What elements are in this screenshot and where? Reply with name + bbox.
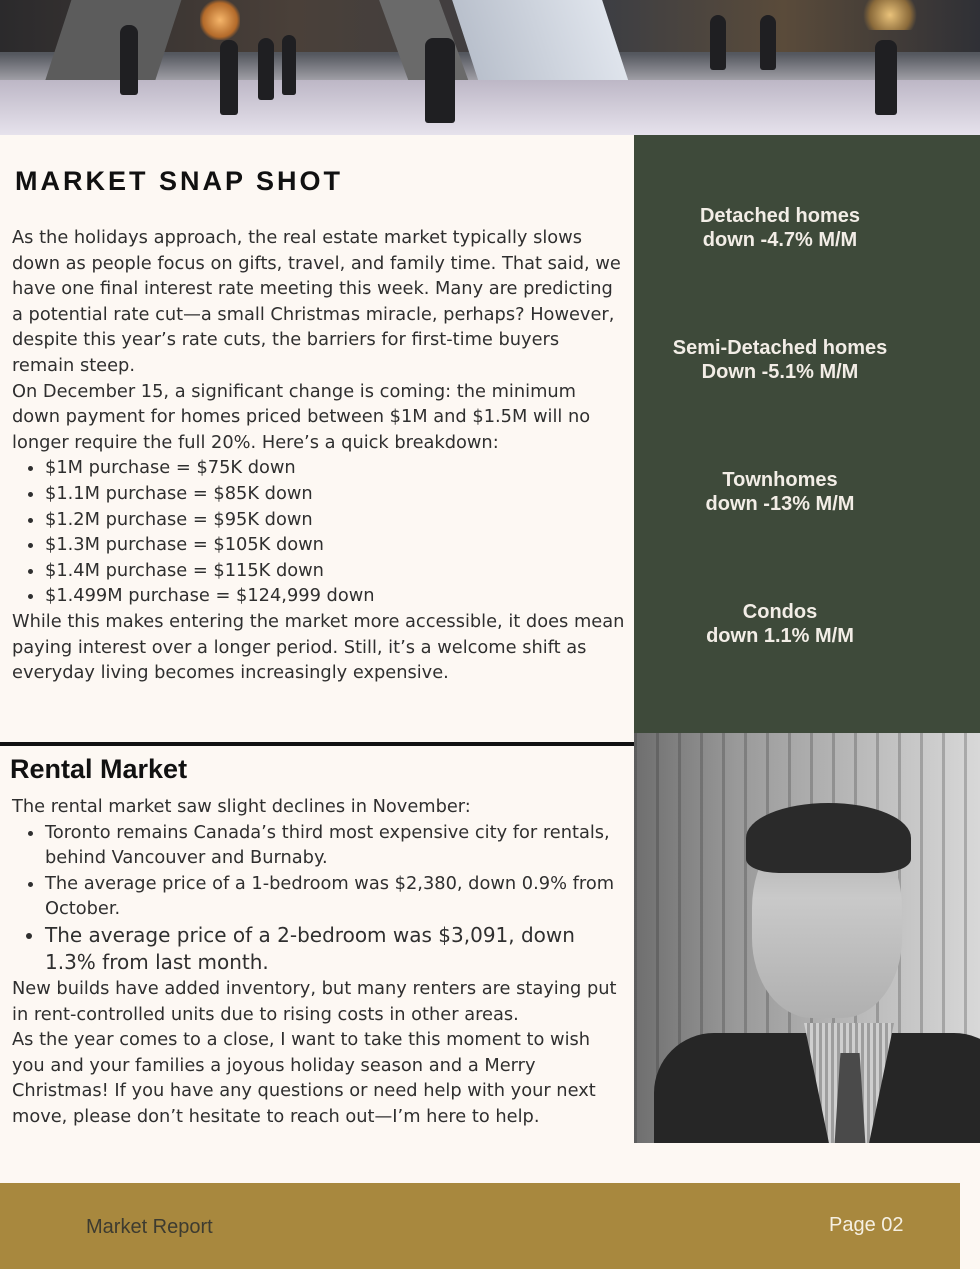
stat-label: Townhomes: [722, 469, 838, 491]
list-item: • Toronto remains Canada’s third most expensive city for rentals, behind Vancouver and Burnaby.: [45, 820, 627, 871]
stat-change: Down -5.1% M/M: [701, 361, 859, 383]
stat-label: Condos: [742, 601, 818, 623]
page-number: Page 02: [829, 1214, 904, 1236]
stat-label: Detached homes: [699, 205, 861, 227]
rental-market-body: [12, 794, 627, 1130]
snapshot-change: On December 15, a significant change is coming: the minimum down payment for homes priced between $1M and $1.5M will no longer require the full 20%. Here’s a quick breakdown:: [12, 380, 591, 453]
section-divider: [0, 742, 634, 746]
down-payment-list: [12, 455, 627, 609]
rental-inventory: New builds have added inventory, but many renters are staying put in rent-controlled units due to rising costs in other areas.: [12, 977, 617, 1025]
stat-semi-detached: [590, 336, 970, 384]
rental-list: [12, 820, 627, 976]
section-title-market-snapshot: MARKET SNAP SHOT: [15, 166, 344, 196]
list-item: • The average price of a 1-bedroom was $2,380, down 0.9% from October.: [45, 871, 627, 922]
list-item: • $1M purchase = $75K down: [45, 455, 627, 481]
stat-change: down -4.7% M/M: [702, 229, 858, 251]
market-snapshot-body: [12, 225, 627, 686]
snapshot-intro: As the holidays approach, the real estate market typically slows down as people focus on gifts, travel, and family time. That said, we have one final interest rate meeting this week. Many are predicting a potential rate cut—a small Christmas miracle, perhaps? However, despite this year’s rate cuts, the barriers for first-time buyers remain steep.: [12, 227, 621, 376]
list-item: • $1.4M purchase = $115K down: [45, 558, 627, 584]
list-item: • $1.2M purchase = $95K down: [45, 507, 627, 533]
stat-detached: [590, 204, 970, 252]
stat-condos: [590, 600, 970, 648]
footer-report-label: Market Report: [86, 1216, 213, 1238]
agent-portrait-photo: [634, 733, 980, 1143]
list-item: • $1.1M purchase = $85K down: [45, 481, 627, 507]
stat-change: down 1.1% M/M: [706, 625, 854, 647]
stat-change: down -13% M/M: [705, 493, 855, 515]
hero-skating-photo: [0, 0, 980, 135]
market-stats-panel: [634, 135, 980, 733]
rental-intro: The rental market saw slight declines in November:: [12, 796, 471, 817]
list-item: • $1.499M purchase = $124,999 down: [45, 583, 627, 609]
stat-label: Semi-Detached homes: [672, 337, 888, 359]
list-item: • The average price of a 2-bedroom was $3,091, down 1.3% from last month.: [45, 922, 627, 976]
snapshot-closing: While this makes entering the market more accessible, it does mean paying interest over a longer period. Still, it’s a welcome shift as everyday living becomes increasingly expensive.: [12, 610, 625, 684]
section-title-rental-market: Rental Market: [10, 754, 188, 784]
stat-townhomes: [590, 468, 970, 516]
holiday-greeting: As the year comes to a close, I want to take this moment to wish you and your families a joyous holiday season and a Merry Christmas! If you have any questions or need help with your next move, please don’t hesitate to reach out—I’m here to help.: [12, 1029, 596, 1127]
list-item: • $1.3M purchase = $105K down: [45, 532, 627, 558]
footer-bar: [0, 1183, 960, 1269]
